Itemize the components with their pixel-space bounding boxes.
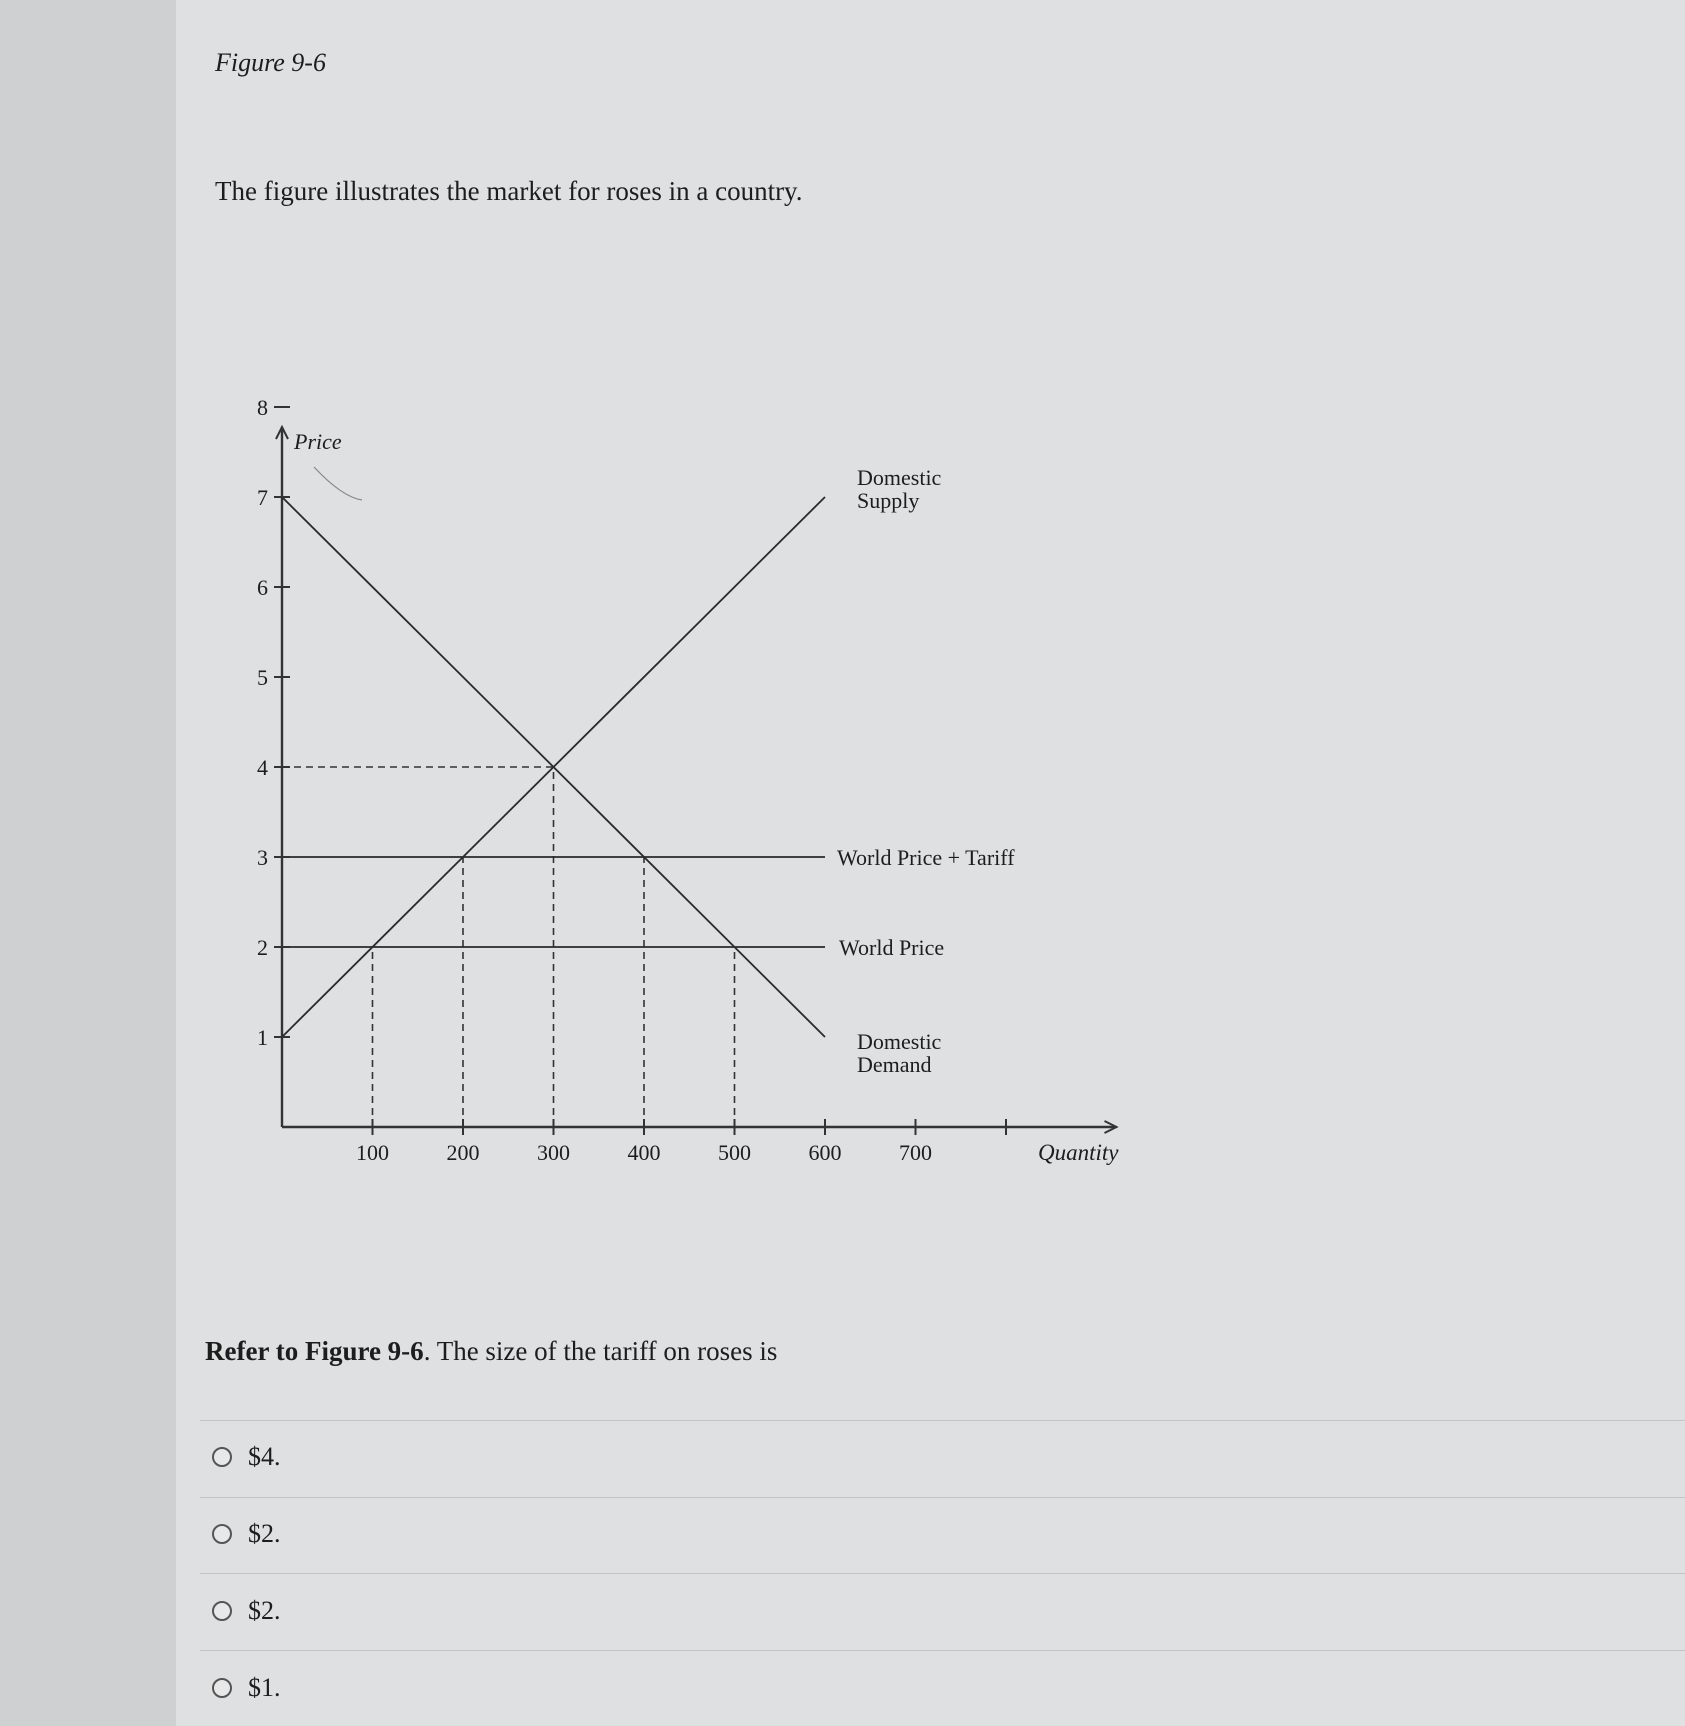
y-tick-label: 2 xyxy=(257,935,268,960)
answer-option-1[interactable] xyxy=(212,1442,281,1472)
y-tick-label: 6 xyxy=(257,575,268,600)
answer-option-3[interactable] xyxy=(212,1596,281,1626)
x-tick-label: 300 xyxy=(537,1140,570,1165)
series-label-domestic-demand: Demand xyxy=(857,1052,932,1077)
radio-button-icon[interactable] xyxy=(212,1447,232,1467)
answer-option-4[interactable] xyxy=(212,1673,281,1703)
x-tick-label: 100 xyxy=(356,1140,389,1165)
answer-option-label: $1. xyxy=(248,1673,281,1702)
divider xyxy=(200,1497,1685,1498)
radio-button-icon[interactable] xyxy=(212,1678,232,1698)
series-label-domestic-supply: Supply xyxy=(857,488,920,513)
y-tick-label: 5 xyxy=(257,665,268,690)
y-tick-label: 3 xyxy=(257,845,268,870)
y-tick-label: 1 xyxy=(257,1025,268,1050)
radio-button-icon[interactable] xyxy=(212,1601,232,1621)
series-label-domestic-demand: Domestic xyxy=(857,1029,942,1054)
chart-axes xyxy=(276,427,1117,1133)
answer-option-label: $4. xyxy=(248,1442,281,1471)
x-tick-label: 400 xyxy=(627,1140,661,1165)
chart-labels xyxy=(293,429,1119,1165)
figure-title: Figure 9-6 xyxy=(215,48,326,77)
figure-caption: The figure illustrates the market for roses in a country. xyxy=(215,176,803,206)
x-tick-label: 600 xyxy=(808,1140,842,1165)
x-tick-label: 700 xyxy=(899,1140,932,1165)
y-tick-label: 7 xyxy=(257,485,268,510)
question-text xyxy=(205,1336,777,1367)
series-label-world-price: World Price xyxy=(839,935,945,960)
divider xyxy=(200,1650,1685,1651)
question-stem: . The size of the tariff on roses is xyxy=(423,1336,778,1366)
radio-button-icon[interactable] xyxy=(212,1524,232,1544)
x-tick-label: 200 xyxy=(446,1140,480,1165)
x-tick-label: 500 xyxy=(718,1140,751,1165)
answer-option-label: $2. xyxy=(248,1519,281,1548)
x-axis-label: Quantity xyxy=(1038,1140,1119,1165)
answer-option-2[interactable] xyxy=(212,1519,281,1549)
divider xyxy=(200,1573,1685,1574)
price-label-curve xyxy=(314,467,362,500)
series-label-world-price-tariff: World Price + Tariff xyxy=(837,845,1015,870)
y-tick-label: 4 xyxy=(257,755,268,780)
question-figure-ref: Refer to Figure 9-6 xyxy=(205,1336,424,1366)
answer-option-label: $2. xyxy=(248,1596,281,1625)
y-tick-label: 8 xyxy=(257,395,268,420)
series-label-domestic-supply: Domestic xyxy=(857,465,942,490)
y-axis-label: Price xyxy=(294,429,342,454)
divider xyxy=(200,1420,1685,1421)
